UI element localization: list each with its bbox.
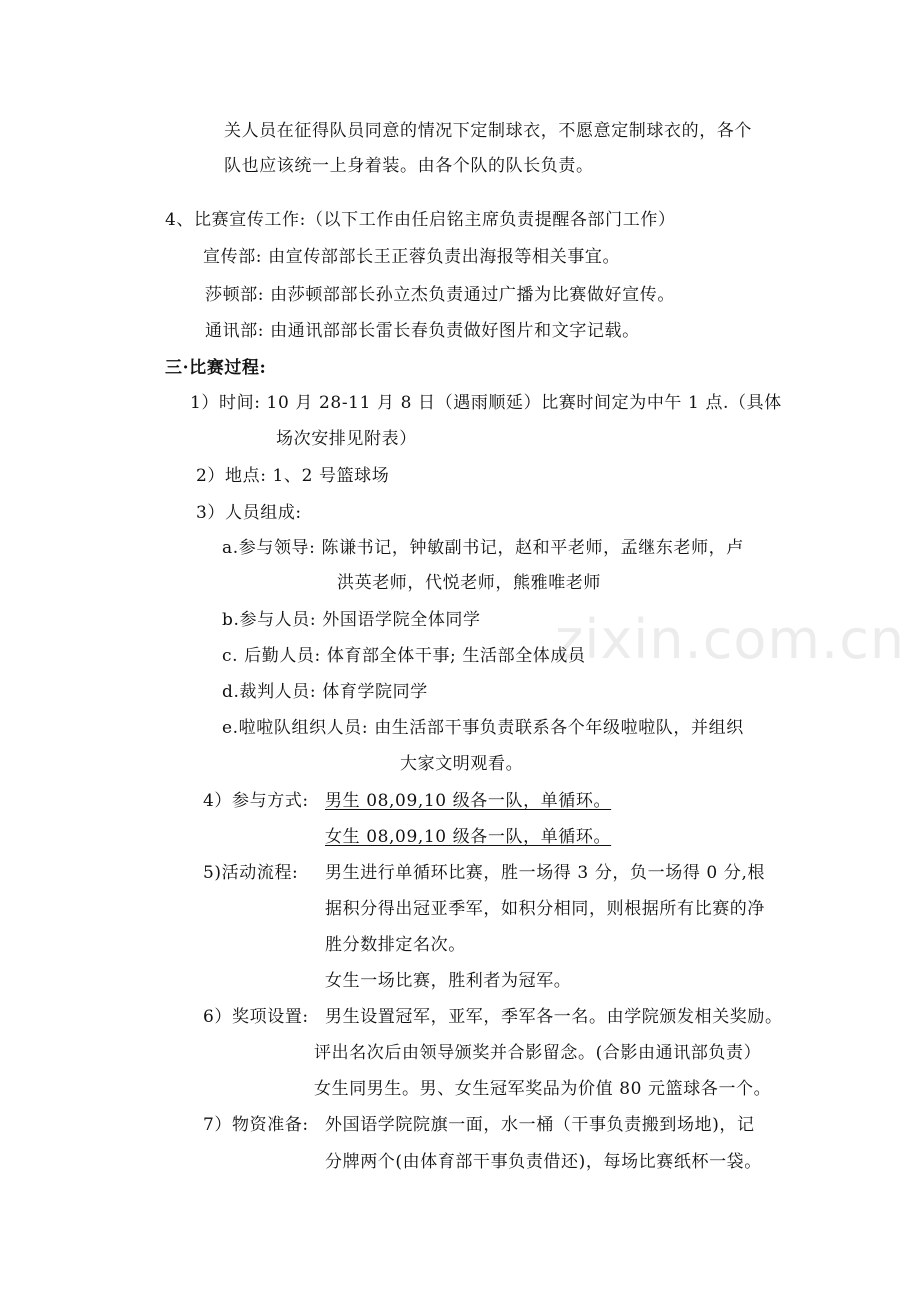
intro-line-2: 队也应该统一上身着装。由各个队的队长负责。 — [224, 156, 594, 176]
staff-heading: 3）人员组成: — [196, 503, 302, 523]
flow-line-4: 女生一场比赛，胜利者为冠军。 — [325, 971, 572, 991]
method-label: 4）参与方式: — [203, 791, 309, 811]
publicity-item-comms: 通讯部: 由通讯部部长雷长春负责做好图片和文字记载。 — [205, 321, 640, 341]
time-line-1: 1）时间: 10 月 28-11 月 8 日（遇雨顺延）比赛时间定为中午 1 点.（具体 — [190, 393, 782, 413]
watermark: zixin.com.cn — [555, 608, 906, 671]
staff-a-line-2: 洪英老师，代悦老师，熊雅唯老师 — [337, 573, 601, 593]
flow-line-3: 胜分数排定名次。 — [325, 935, 466, 955]
staff-b-line: b.参与人员: 外国语学院全体同学 — [222, 610, 481, 630]
staff-c-line: c. 后勤人员: 体育部全体干事; 生活部全体成员 — [222, 646, 586, 666]
awards-label: 6）奖项设置: — [203, 1007, 309, 1027]
method-line-1: 男生 08,09,10 级各一队，单循环。 — [325, 791, 612, 811]
publicity-item-propaganda: 宣传部: 由宣传部部长王正蓉负责出海报等相关事宜。 — [203, 247, 621, 267]
time-line-2: 场次安排见附表） — [276, 429, 417, 449]
awards-line-3: 女生同男生。男、女生冠军奖品为价值 80 元篮球各一个。 — [314, 1079, 772, 1099]
method-line-2: 女生 08,09,10 级各一队，单循环。 — [325, 827, 612, 847]
section-title: 三·比赛过程: — [165, 358, 267, 378]
flow-label: 5)活动流程: — [203, 863, 299, 883]
supplies-label: 7）物资准备: — [203, 1115, 309, 1135]
supplies-line-2: 分牌两个(由体育部干事负责借还)，每场比赛纸杯一袋。 — [325, 1152, 762, 1172]
flow-line-1: 男生进行单循环比赛，胜一场得 3 分，负一场得 0 分,根 — [325, 863, 766, 883]
staff-e-line-1: e.啦啦队组织人员: 由生活部干事负责联系各个年级啦啦队，并组织 — [222, 718, 744, 738]
awards-line-1: 男生设置冠军，亚军，季军各一名。由学院颁发相关奖励。 — [325, 1007, 783, 1027]
place-line: 2）地点: 1、2 号篮球场 — [196, 466, 390, 486]
staff-e-line-2: 大家文明观看。 — [400, 754, 524, 774]
staff-a-line-1: a.参与领导: 陈谦书记，钟敏副书记，赵和平老师，孟继东老师，卢 — [222, 538, 744, 558]
supplies-line-1: 外国语学院院旗一面，水一桶（干事负责搬到场地)，记 — [325, 1115, 755, 1135]
flow-line-2: 据积分得出冠亚季军，如积分相同，则根据所有比赛的净 — [325, 899, 765, 919]
publicity-heading: 4、比赛宣传工作:（以下工作由任启铭主席负责提醒各部门工作） — [165, 210, 676, 230]
publicity-item-shadun: 莎顿部: 由莎顿部部长孙立杰负责通过广播为比赛做好宣传。 — [205, 285, 675, 305]
staff-d-line: d.裁判人员: 体育学院同学 — [222, 682, 428, 702]
intro-line-1: 关人员在征得队员同意的情况下定制球衣，不愿意定制球衣的，各个 — [224, 121, 752, 141]
awards-line-2: 评出名次后由领导颁奖并合影留念。(合影由通讯部负责） — [314, 1043, 762, 1063]
